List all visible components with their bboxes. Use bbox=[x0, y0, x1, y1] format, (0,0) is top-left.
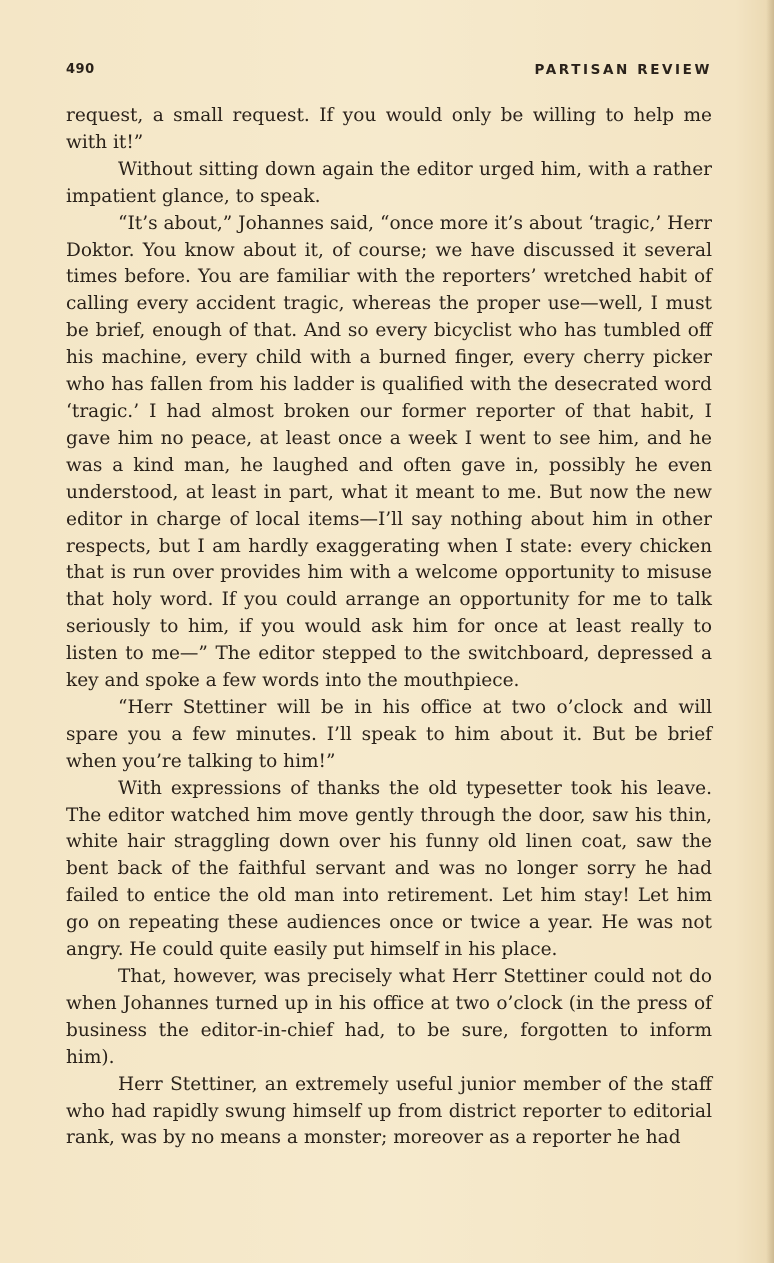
page-number: 490 bbox=[66, 62, 95, 77]
running-head bbox=[66, 62, 712, 84]
paragraph: Without sitting down again the editor urged him, with a rather impatient glance, to speak. bbox=[66, 158, 712, 207]
paragraph: “Herr Stettiner will be in his office at two o’clock and will spare you a few minutes. I’ll speak to him about it. But be brief when you’re talking to him!” bbox=[66, 696, 712, 772]
paragraph-continuation: request, a small request. If you would only be willing to help me with it!” bbox=[66, 105, 712, 153]
journal-title: PARTISAN REVIEW bbox=[534, 62, 712, 78]
paragraph: “It’s about,” Johannes said, “once more it’s about ‘tragic,’ Herr Doktor. You know about it, of course; we have discussed it several times before. You are familiar with the reporters’ wretched habit of calling every accident tragic, whereas the proper use—well, I must be brief, enough of that. And so every bicyclist who has tumbled off his machine, every child with a burned finger, every cherry picker who has fallen from his ladder is qualified with the desecrated word ‘tragic.’ I had almost broken our former reporter of that habit, I gave him no peace, at least once a week I went to see him, and he was a kind man, he laughed and often gave in, possibly he even understood, at least in part, what it meant to me. But now the new editor in charge of local items—I’ll say nothing about him in other respects, but I am hardly exaggerating when I state: every chicken that is run over provides him with a welcome opportunity to misuse that holy word. If you could arrange an opportunity for me to talk seriously to him, if you would ask him for once at least really to listen to me—” The editor stepped to the switchboard, depressed a key and spoke a few words into the mouthpiece. bbox=[66, 212, 712, 692]
paragraph: Herr Stettiner, an extremely useful junior member of the staff who had rapidly swung himself up from district reporter to editorial rank, was by no means a monster; moreover as a reporter he had bbox=[66, 1073, 712, 1149]
article-body bbox=[66, 103, 712, 1152]
paragraph: With expressions of thanks the old typesetter took his leave. The editor watched him move gently through the door, saw his thin, white hair straggling down over his funny old linen coat, saw the bent back of the faithful servant and was no longer sorry he had failed to entice the old man into retirement. Let him stay! Let him go on repeating these audiences once or twice a year. He was not angry. He could quite easily put himself in his place. bbox=[66, 777, 712, 961]
page-edge-shadow bbox=[766, 0, 774, 1263]
paragraph: That, however, was precisely what Herr Stettiner could not do when Johannes turned up in his office at two o’clock (in the press of business the editor-in-chief had, to be sure, forgotten to inform him). bbox=[66, 966, 712, 1068]
